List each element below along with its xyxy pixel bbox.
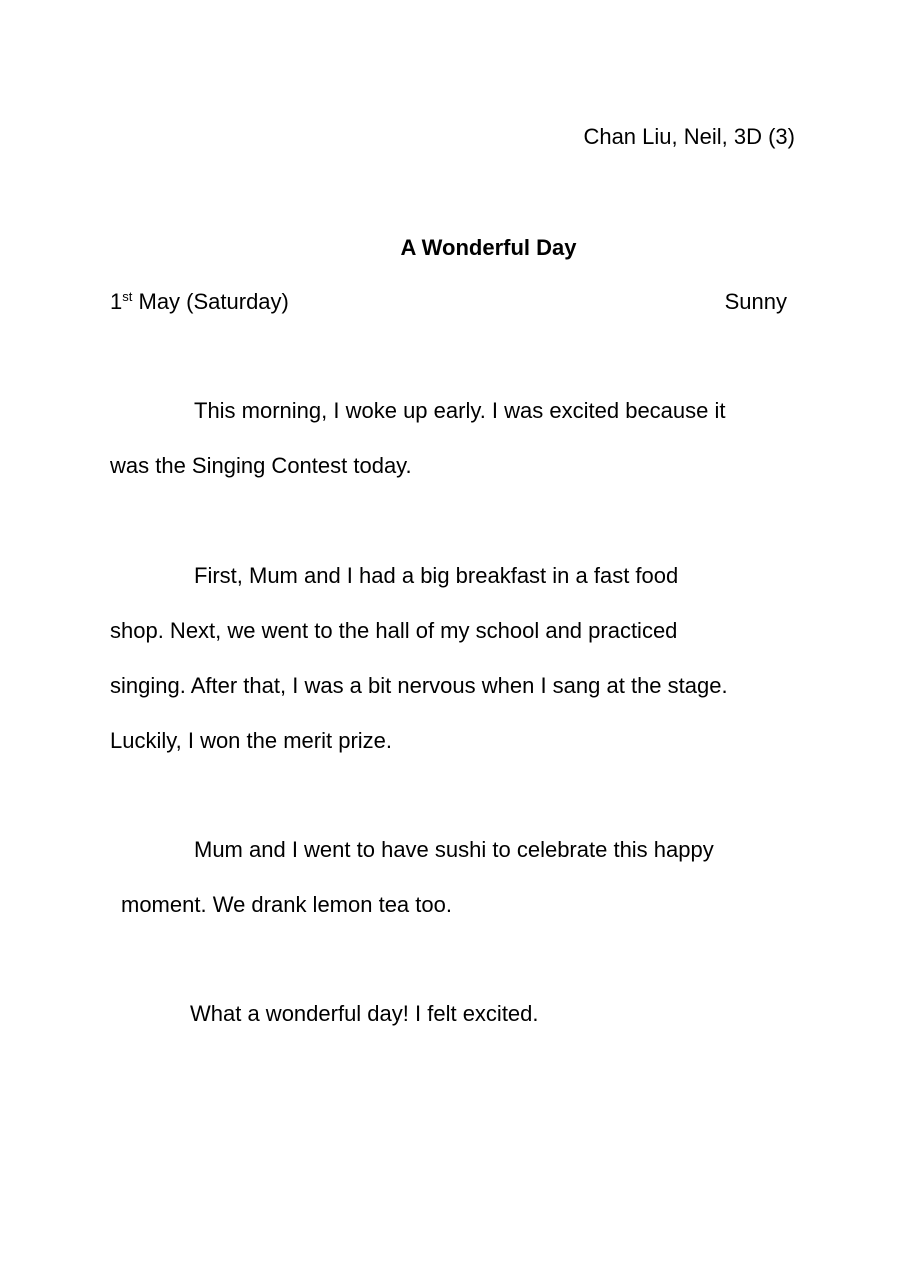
paragraph-line: What a wonderful day! I felt excited. [190, 1001, 539, 1026]
paragraph-line: was the Singing Contest today. [110, 453, 412, 478]
paragraph-line: This morning, I woke up early. I was excited because it [194, 398, 726, 423]
author-line: Chan Liu, Neil, 3D (3) [583, 124, 795, 149]
paragraph-line: Mum and I went to have sushi to celebrate this happy [194, 837, 714, 862]
paragraph-line: shop. Next, we went to the hall of my school and practiced [110, 618, 678, 643]
paragraph-line: singing. After that, I was a bit nervous when I sang at the stage. [110, 673, 728, 698]
paragraph-line: moment. We drank lemon tea too. [121, 892, 452, 917]
paragraph-line: Luckily, I won the merit prize. [110, 728, 393, 753]
date-line [110, 291, 289, 313]
page-title: A Wonderful Day [400, 235, 577, 260]
date-rest: May (Saturday) [132, 289, 289, 314]
paragraph-line: First, Mum and I had a big breakfast in a fast food [194, 563, 679, 588]
date-suffix: st [122, 289, 133, 304]
date-day: 1 [110, 289, 123, 314]
weather-label: Sunny [724, 289, 787, 314]
